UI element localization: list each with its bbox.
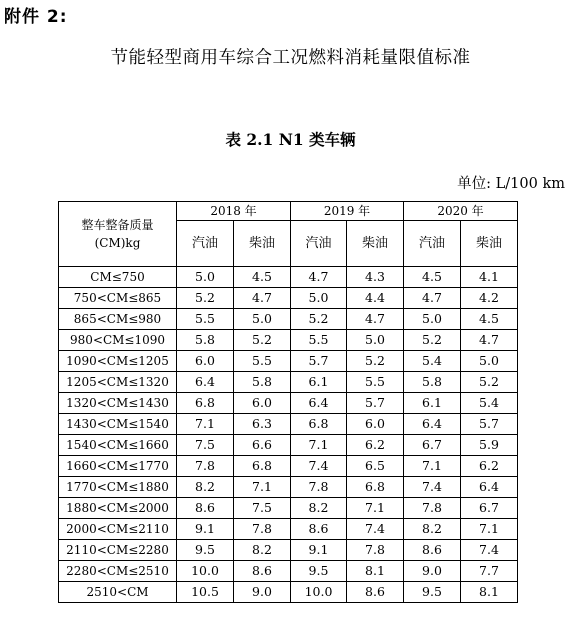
- limit-value-cell: 4.3: [347, 267, 404, 288]
- table-row: [59, 288, 518, 309]
- limit-value-cell: 5.5: [234, 351, 291, 372]
- fuel-limit-table: [58, 201, 518, 603]
- limit-value-cell: 7.4: [347, 519, 404, 540]
- limit-value-cell: 5.2: [234, 330, 291, 351]
- limit-value-cell: 5.0: [291, 288, 347, 309]
- limit-value-cell: 7.1: [404, 456, 461, 477]
- limit-value-cell: 5.7: [461, 414, 518, 435]
- mass-range-cell: 1430<CM≤1540: [59, 414, 177, 435]
- mass-range-cell: CM≤750: [59, 267, 177, 288]
- document-title: 节能轻型商用车综合工况燃料消耗量限值标准: [110, 48, 471, 68]
- mass-range-cell: 1540<CM≤1660: [59, 435, 177, 456]
- year-header-row: [59, 202, 518, 221]
- limit-value-cell: 5.7: [291, 351, 347, 372]
- limit-value-cell: 4.4: [347, 288, 404, 309]
- mass-range-cell: 1770<CM≤1880: [59, 477, 177, 498]
- limit-value-cell: 7.8: [347, 540, 404, 561]
- limit-value-cell: 8.2: [404, 519, 461, 540]
- mass-range-cell: 2000<CM≤2110: [59, 519, 177, 540]
- table-title: 表 2.1 N1 类车辆: [225, 130, 356, 149]
- limit-value-cell: 5.0: [347, 330, 404, 351]
- limit-value-cell: 8.6: [177, 498, 234, 519]
- limit-value-cell: 8.6: [404, 540, 461, 561]
- limit-value-cell: 7.8: [177, 456, 234, 477]
- limit-value-cell: 7.1: [177, 414, 234, 435]
- limit-value-cell: 5.8: [177, 330, 234, 351]
- fuel-header-diesel: 柴油: [461, 221, 518, 267]
- table-row: [59, 372, 518, 393]
- limit-value-cell: 5.5: [177, 309, 234, 330]
- limit-value-cell: 4.7: [347, 309, 404, 330]
- year-header-2020: 2020 年: [404, 202, 518, 221]
- mass-range-cell: 2110<CM≤2280: [59, 540, 177, 561]
- limit-value-cell: 4.7: [461, 330, 518, 351]
- limit-value-cell: 6.1: [404, 393, 461, 414]
- fuel-header-diesel: 柴油: [347, 221, 404, 267]
- limit-value-cell: 10.0: [177, 561, 234, 582]
- limit-value-cell: 6.8: [234, 456, 291, 477]
- limit-value-cell: 7.5: [177, 435, 234, 456]
- limit-value-cell: 6.4: [177, 372, 234, 393]
- table-row: [59, 267, 518, 288]
- limit-value-cell: 5.8: [404, 372, 461, 393]
- limit-value-cell: 7.7: [461, 561, 518, 582]
- limit-value-cell: 7.4: [461, 540, 518, 561]
- table-row: [59, 393, 518, 414]
- mass-range-cell: 750<CM≤865: [59, 288, 177, 309]
- mass-range-cell: 1320<CM≤1430: [59, 393, 177, 414]
- table-row: [59, 477, 518, 498]
- mass-header-line2: (CM)kg: [94, 236, 141, 250]
- limit-value-cell: 7.5: [234, 498, 291, 519]
- mass-header-line1: 整车整备质量: [81, 218, 154, 232]
- limit-value-cell: 10.0: [291, 582, 347, 603]
- mass-range-cell: 2280<CM≤2510: [59, 561, 177, 582]
- table-row: [59, 456, 518, 477]
- table-row: [59, 435, 518, 456]
- limit-value-cell: 5.7: [347, 393, 404, 414]
- limit-value-cell: 5.5: [291, 330, 347, 351]
- limit-value-cell: 5.5: [347, 372, 404, 393]
- limit-value-cell: 8.2: [177, 477, 234, 498]
- limit-value-cell: 4.7: [291, 267, 347, 288]
- limit-value-cell: 8.2: [234, 540, 291, 561]
- limit-value-cell: 10.5: [177, 582, 234, 603]
- table-row: [59, 561, 518, 582]
- limit-value-cell: 4.7: [404, 288, 461, 309]
- limit-value-cell: 5.2: [347, 351, 404, 372]
- limit-value-cell: 6.2: [347, 435, 404, 456]
- table-row: [59, 351, 518, 372]
- unit-label: 单位: L/100 km: [457, 176, 565, 192]
- limit-value-cell: 7.4: [291, 456, 347, 477]
- limit-value-cell: 5.2: [291, 309, 347, 330]
- fuel-header-gasoline: 汽油: [177, 221, 234, 267]
- limit-value-cell: 9.5: [404, 582, 461, 603]
- limit-value-cell: 9.1: [291, 540, 347, 561]
- fuel-header-diesel: 柴油: [234, 221, 291, 267]
- limit-value-cell: 6.6: [234, 435, 291, 456]
- limit-value-cell: 7.1: [347, 498, 404, 519]
- limit-value-cell: 7.4: [404, 477, 461, 498]
- year-header-2019: 2019 年: [291, 202, 404, 221]
- limit-value-cell: 7.1: [291, 435, 347, 456]
- limit-value-cell: 5.2: [461, 372, 518, 393]
- table-row: [59, 330, 518, 351]
- table-row: [59, 582, 518, 603]
- mass-range-cell: 865<CM≤980: [59, 309, 177, 330]
- limit-value-cell: 4.5: [404, 267, 461, 288]
- table-row: [59, 519, 518, 540]
- limit-value-cell: 6.0: [177, 351, 234, 372]
- fuel-header-gasoline: 汽油: [291, 221, 347, 267]
- year-header-2018: 2018 年: [177, 202, 291, 221]
- limit-value-cell: 4.5: [234, 267, 291, 288]
- limit-value-cell: 5.9: [461, 435, 518, 456]
- limit-value-cell: 9.5: [291, 561, 347, 582]
- mass-range-cell: 2510<CM: [59, 582, 177, 603]
- limit-value-cell: 9.5: [177, 540, 234, 561]
- limit-value-cell: 4.5: [461, 309, 518, 330]
- table-row: [59, 414, 518, 435]
- limit-value-cell: 6.0: [347, 414, 404, 435]
- table-row: [59, 309, 518, 330]
- limit-value-cell: 4.7: [234, 288, 291, 309]
- limit-value-cell: 5.2: [404, 330, 461, 351]
- mass-header-cell: [59, 202, 177, 267]
- limit-value-cell: 9.0: [404, 561, 461, 582]
- attachment-label: 附件 2:: [4, 7, 68, 27]
- mass-range-cell: 1660<CM≤1770: [59, 456, 177, 477]
- limit-value-cell: 9.1: [177, 519, 234, 540]
- limit-value-cell: 6.7: [461, 498, 518, 519]
- limit-value-cell: 6.4: [404, 414, 461, 435]
- limit-value-cell: 5.4: [461, 393, 518, 414]
- limit-value-cell: 4.2: [461, 288, 518, 309]
- mass-range-cell: 1205<CM≤1320: [59, 372, 177, 393]
- limit-value-cell: 6.8: [177, 393, 234, 414]
- limit-value-cell: 6.8: [291, 414, 347, 435]
- limit-value-cell: 9.0: [234, 582, 291, 603]
- mass-range-cell: 980<CM≤1090: [59, 330, 177, 351]
- limit-value-cell: 6.5: [347, 456, 404, 477]
- limit-value-cell: 6.8: [347, 477, 404, 498]
- limit-value-cell: 8.2: [291, 498, 347, 519]
- limit-value-cell: 5.0: [404, 309, 461, 330]
- mass-range-cell: 1090<CM≤1205: [59, 351, 177, 372]
- limit-value-cell: 5.0: [461, 351, 518, 372]
- limit-value-cell: 6.1: [291, 372, 347, 393]
- limit-value-cell: 7.8: [404, 498, 461, 519]
- limit-value-cell: 5.2: [177, 288, 234, 309]
- limit-value-cell: 5.4: [404, 351, 461, 372]
- limit-value-cell: 4.1: [461, 267, 518, 288]
- limit-value-cell: 8.6: [234, 561, 291, 582]
- limit-value-cell: 7.1: [461, 519, 518, 540]
- limit-value-cell: 6.4: [461, 477, 518, 498]
- limit-value-cell: 8.1: [347, 561, 404, 582]
- table-row: [59, 498, 518, 519]
- limit-value-cell: 5.8: [234, 372, 291, 393]
- limit-value-cell: 7.8: [291, 477, 347, 498]
- table-row: [59, 540, 518, 561]
- limit-value-cell: 7.8: [234, 519, 291, 540]
- limit-value-cell: 6.7: [404, 435, 461, 456]
- limit-value-cell: 8.6: [347, 582, 404, 603]
- limit-value-cell: 5.0: [177, 267, 234, 288]
- limit-value-cell: 6.3: [234, 414, 291, 435]
- limit-value-cell: 8.6: [291, 519, 347, 540]
- limit-value-cell: 6.4: [291, 393, 347, 414]
- limit-value-cell: 6.0: [234, 393, 291, 414]
- limit-value-cell: 8.1: [461, 582, 518, 603]
- limit-value-cell: 5.0: [234, 309, 291, 330]
- mass-range-cell: 1880<CM≤2000: [59, 498, 177, 519]
- limit-value-cell: 7.1: [234, 477, 291, 498]
- limit-value-cell: 6.2: [461, 456, 518, 477]
- fuel-header-gasoline: 汽油: [404, 221, 461, 267]
